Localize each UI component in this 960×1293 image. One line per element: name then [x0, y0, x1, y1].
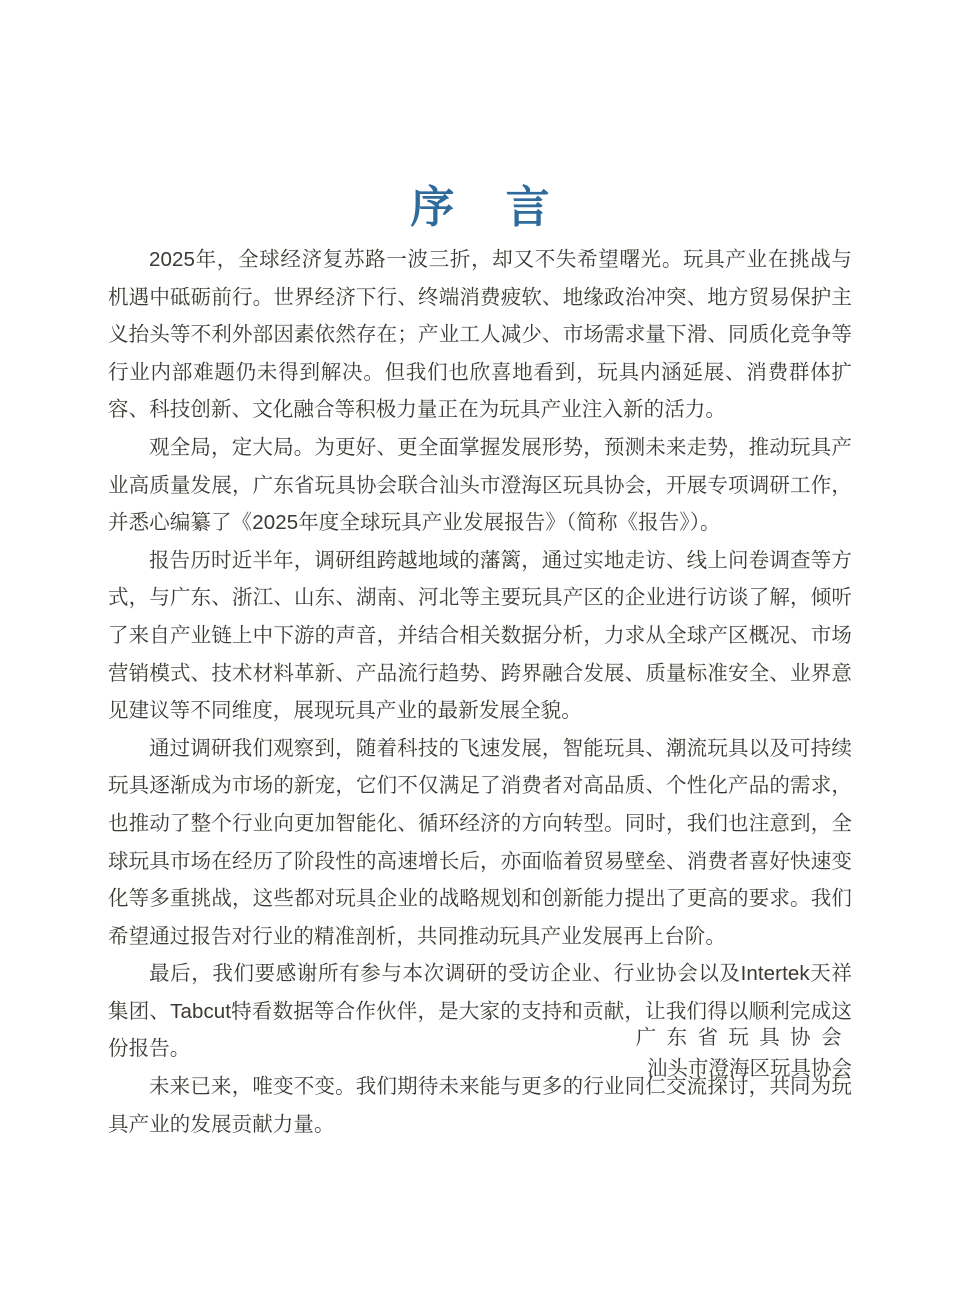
paragraph: 2025年，全球经济复苏路一波三折，却又不失希望曙光。玩具产业在挑战与机遇中砥砺前行。世界经济下行、终端消费疲软、地缘政治冲突、地方贸易保护主义抬头等不利外部因素依然存在；产业工人减少、市场需求量下滑、同质化竞争等行业内部难题仍未得到解决。但我们也欣喜地看到，玩具内涵延展、消费群体扩容、科技创新、文化融合等积极力量正在为玩具产业注入新的活力。: [108, 248, 852, 422]
paragraph: 未来已来，唯变不变。我们期待未来能与更多的行业同仁交流探讨，共同为玩具产业的发展贡献力量。: [108, 1075, 852, 1136]
paragraph: 报告历时近半年，调研组跨越地域的藩篱，通过实地走访、线上问卷调查等方式，与广东、浙江、山东、湖南、河北等主要玩具产区的企业进行访谈了解，倾听了来自产业链上中下游的声音，并结合相关数据分析，力求从全球产区概况、市场营销模式、技术材料革新、产品流行趋势、跨界融合发展、质量标准安全、业界意见建议等不同维度，展现玩具产业的最新发展全貌。: [108, 548, 852, 723]
signature-organization-primary: 广东省玩具协会: [635, 1026, 852, 1049]
signature-block: [108, 1022, 852, 1084]
paragraph: 观全局，定大局。为更好、更全面掌握发展形势，预测未来走势，推动玩具产业高质量发展，广东省玩具协会联合汕头市澄海区玩具协会，开展专项调研工作，并悉心编纂了《2025年度全球玩具产业发展报告》（简称《报告》）。: [108, 435, 852, 535]
paragraph: 通过调研我们观察到，随着科技的飞速发展，智能玩具、潮流玩具以及可持续玩具逐渐成为市场的新宠，它们不仅满足了消费者对高品质、个性化产品的需求，也推动了整个行业向更加智能化、循环经济的方向转型。同时，我们也注意到，全球玩具市场在经历了阶段性的高速增长后，亦面临着贸易壁垒、消费者喜好快速变化等多重挑战，这些都对玩具企业的战略规划和创新能力提出了更高的要求。我们希望通过报告对行业的精准剖析，共同推动玩具产业发展再上台阶。: [108, 736, 852, 948]
paragraph: 最后，我们要感谢所有参与本次调研的受访企业、行业协会以及Intertek天祥集团、Tabcut特看数据等合作伙伴，是大家的支持和贡献，让我们得以顺利完成这份报告。: [108, 962, 852, 1061]
page-title: 序 言: [410, 182, 568, 234]
document-body: [108, 241, 852, 1143]
signature-organization-secondary: 汕头市澄海区玩具协会: [647, 1057, 852, 1080]
